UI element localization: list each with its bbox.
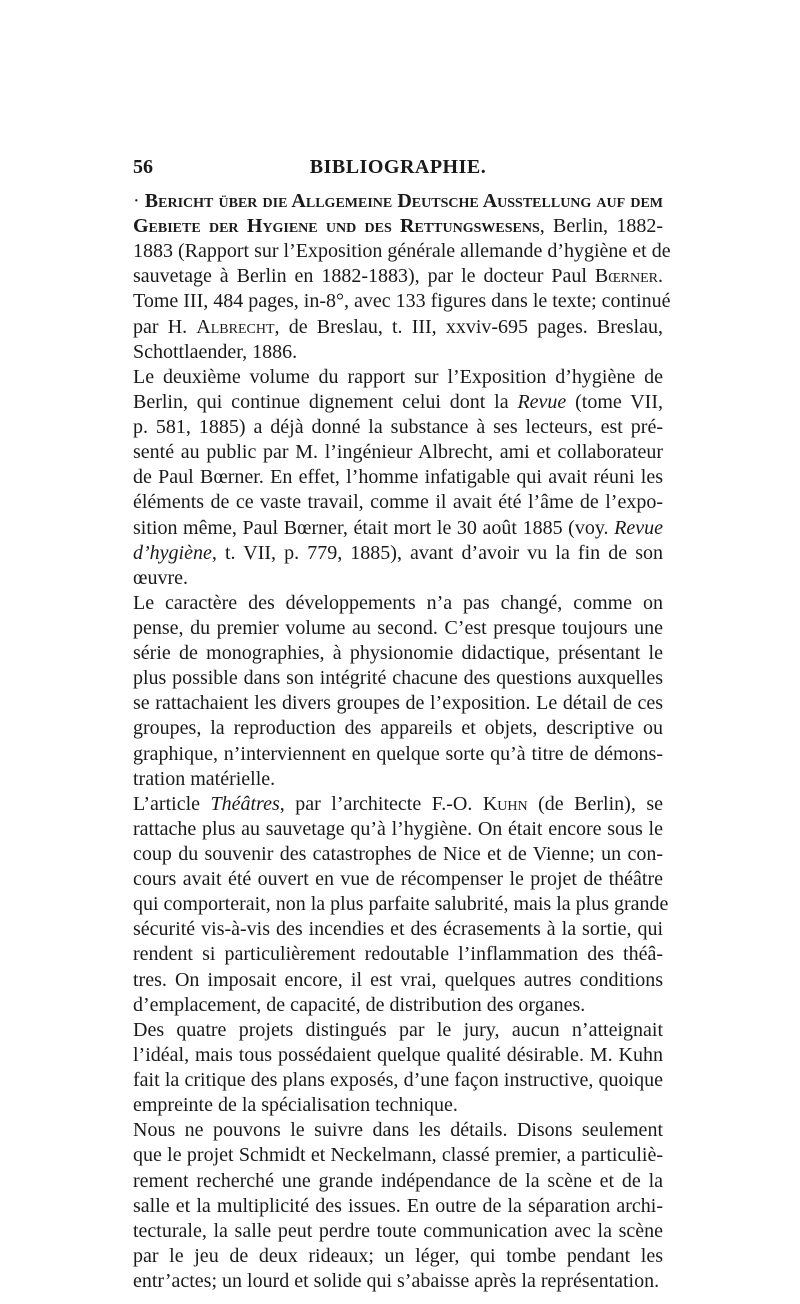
running-title: BIBLIOGRAPHIE.: [309, 156, 487, 178]
text-segment: cours avait été ouvert en vue de récompenser le projet de théâtre: [133, 868, 663, 890]
text-segment: ·: [133, 190, 145, 212]
text-line: [133, 1117, 663, 1143]
text-segment: Des quatre projets distingués par le jury, aucun n’atteignait: [133, 1019, 663, 1041]
text-line: [133, 741, 663, 767]
text-segment: d’hygiène: [133, 542, 212, 564]
text-line: [133, 1168, 663, 1194]
text-segment: éléments de ce vaste travail, comme il avait été l’âme de l’expo-: [133, 491, 663, 513]
text-segment: par H.: [133, 316, 197, 338]
text-segment: pense, du premier volume au second. C’est presque toujours une: [133, 617, 663, 639]
text-segment: Bœrner: [594, 265, 658, 287]
text-line: [133, 967, 663, 993]
text-line: [133, 263, 663, 289]
text-line: [133, 992, 663, 1018]
text-segment: sauvetage à Berlin en 1882-1883), par le docteur Paul: [133, 265, 595, 287]
text-line: [133, 866, 663, 892]
text-segment: Revue: [517, 391, 567, 413]
text-line: [133, 364, 663, 390]
text-segment: , t. VII, p. 779, 1885), avant d’avoir vu la fin de son: [211, 542, 663, 564]
text-line: [133, 213, 663, 239]
text-line: [133, 690, 663, 716]
text-segment: (tome VII,: [566, 391, 663, 413]
text-segment: rendent si particulièrement redoutable l’inflammation des théâ-: [133, 943, 663, 965]
text-line: [133, 1193, 663, 1219]
text-line: entr’actes; un lourd et solide qui s’abaisse après la représentation.: [133, 1270, 660, 1292]
text-segment: se rattachaient les divers groupes de l’exposition. Le détail de ces: [133, 692, 663, 714]
text-segment: Tome III, 484 pages, in-8°, avec 133 figures dans le texte; continué: [133, 290, 671, 312]
text-segment: Revue: [614, 517, 663, 539]
text-line: [133, 816, 663, 842]
text-segment: , de Breslau, t. III, xxviv-695 pages. Breslau,: [274, 316, 663, 338]
text-line: [133, 414, 663, 440]
text-line: [133, 590, 663, 616]
text-segment: série de monographies, à physionomie didactique, présentant le: [133, 642, 663, 664]
text-segment: Le caractère des développements n’a pas changé, comme on: [133, 592, 663, 614]
text-line: [133, 314, 663, 340]
text-segment: tecturale, la salle peut perdre toute communication avec la scène: [133, 1220, 663, 1242]
text-segment: , par l’architecte F.-O.: [279, 793, 483, 815]
text-line: [133, 439, 663, 465]
text-segment: Théâtres: [210, 793, 280, 815]
text-segment: Bericht über die Allgemeine Deutsche Ausstellung auf dem: [144, 190, 663, 212]
text-line: [133, 791, 663, 817]
text-line: [133, 238, 671, 264]
text-segment: p. 581, 1885) a déjà donné la substance à ses lecteurs, est pré-: [133, 416, 663, 438]
text-segment: de Paul Bœrner. En effet, l’homme infatigable qui avait réuni les: [133, 466, 663, 488]
text-line: [133, 565, 663, 591]
text-line: [133, 640, 663, 666]
text-segment: l’idéal, mais tous possédaient quelque qualité désirable. M. Kuhn: [133, 1044, 663, 1066]
text-segment: tration matérielle.: [133, 768, 276, 790]
text-segment: d’emplacement, de capacité, de distribution des organes.: [133, 994, 586, 1016]
text-segment: rement recherché une grande indépendance de la scène et de la: [133, 1170, 663, 1192]
text-segment: L’article: [133, 793, 211, 815]
text-segment: groupes, la reproduction des appareils et objets, descriptive ou: [133, 717, 663, 739]
text-line: par le jeu de deux rideaux; un léger, qui tombe pendant les: [133, 1245, 663, 1267]
text-segment: sition même, Paul Bœrner, était mort le 30 août 1885 (voy.: [133, 517, 615, 539]
text-line: [133, 665, 663, 691]
text-segment: salle et la multiplicité des issues. En outre de la séparation archi-: [133, 1195, 663, 1217]
text-line: [133, 389, 663, 415]
text-line: [133, 1017, 663, 1043]
text-segment: rattache plus au sauvetage qu’à l’hygiène. On était encore sous le: [133, 818, 663, 840]
text-line: [133, 489, 663, 515]
text-segment: graphique, n’interviennent en quelque sorte qu’à titre de démons-: [133, 743, 663, 765]
text-line: [133, 1067, 663, 1093]
text-segment: fait la critique des plans exposés, d’une façon instructive, quoique: [133, 1069, 663, 1091]
text-line: [133, 715, 663, 741]
text-segment: que le projet Schmidt et Neckelmann, classé premier, a particuliè-: [133, 1144, 663, 1166]
text-line: [133, 766, 663, 792]
text-line: [133, 916, 663, 942]
text-line: [133, 941, 663, 967]
text-segment: tres. On imposait encore, il est vrai, quelques autres conditions: [133, 969, 663, 991]
text-line: [133, 188, 663, 214]
text-segment: empreinte de la spécialisation technique.: [133, 1094, 458, 1116]
text-line: [133, 1218, 663, 1244]
text-segment: Le deuxième volume du rapport sur l’Exposition d’hygiène de: [133, 366, 663, 388]
text-line: [133, 1092, 663, 1118]
text-line: [133, 891, 669, 917]
text-segment: Gebiete der Hygiene und des Rettungswesens: [133, 215, 540, 237]
text-line: [133, 1142, 663, 1168]
text-segment: Albrecht: [196, 316, 275, 338]
text-segment: senté au public par M. l’ingénieur Albrecht, ami et collaborateur: [133, 441, 663, 463]
text-segment: , Berlin, 1882-: [539, 215, 663, 237]
text-line: [133, 464, 663, 490]
text-line: [133, 841, 663, 867]
text-line: [133, 540, 663, 566]
text-line: [133, 339, 663, 365]
text-segment: (de Berlin), se: [527, 793, 663, 815]
text-segment: 1883 (Rapport sur l’Exposition générale allemande d’hygiène et de: [133, 240, 671, 262]
text-segment: Berlin, qui continue dignement celui dont la: [133, 391, 518, 413]
text-segment: Schottlaender, 1886.: [133, 341, 298, 363]
text-line: [133, 288, 671, 314]
text-segment: Nous ne pouvons le suivre dans les détails. Disons seulement: [133, 1119, 663, 1141]
text-line: [133, 615, 663, 641]
text-segment: .: [658, 265, 663, 287]
text-segment: qui comporterait, non la plus parfaite salubrité, mais la plus grande: [133, 893, 669, 915]
text-segment: Kuhn: [482, 793, 528, 815]
text-line: [133, 515, 663, 541]
text-segment: sécurité vis-à-vis des incendies et des écrasements à la sortie, qui: [133, 918, 663, 940]
text-segment: plus possible dans son intégrité chacune des questions auxquelles: [133, 667, 663, 689]
text-segment: œuvre.: [133, 567, 188, 589]
page-number: 56: [133, 156, 153, 178]
text-line: [133, 1042, 663, 1068]
page-header: [133, 156, 663, 184]
text-segment: coup du souvenir des catastrophes de Nice et de Vienne; un con-: [133, 843, 663, 865]
